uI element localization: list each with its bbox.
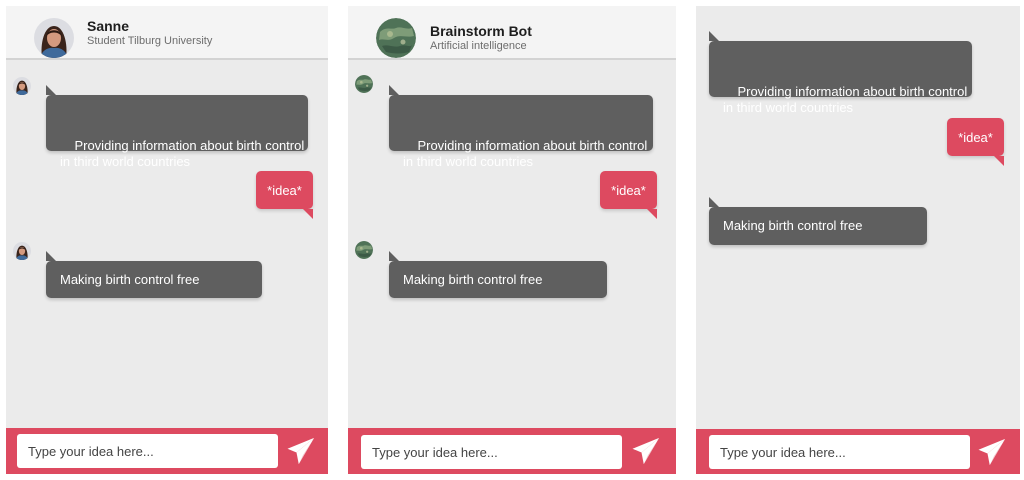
message-text: Providing information about birth control in third world countries: [723, 84, 968, 115]
bubble-tail: [46, 251, 56, 261]
earth-globe-icon: [376, 18, 416, 58]
message-avatar: [13, 77, 31, 95]
header-subtitle: Student Tilburg University: [87, 35, 213, 47]
idea-reply-text: *idea*: [958, 129, 993, 145]
bubble-tail: [303, 209, 313, 219]
idea-reply-bubble: [256, 171, 313, 209]
idea-input[interactable]: [17, 434, 278, 468]
user-photo-icon: [13, 77, 31, 95]
message-bubble: [389, 261, 607, 298]
idea-reply-bubble: [947, 118, 1004, 156]
message-text: Making birth control free: [60, 272, 200, 287]
message-text: Making birth control free: [723, 218, 863, 233]
bubble-tail: [389, 85, 399, 95]
idea-reply-text: *idea*: [267, 182, 302, 198]
chat-header: [348, 6, 676, 60]
header-subtitle: Artificial intelligence: [430, 40, 527, 52]
message-text: Providing information about birth control in third world countries: [403, 138, 648, 169]
idea-reply-bubble: [600, 171, 657, 209]
message-composer: [6, 428, 328, 474]
chat-panel-plain: [696, 6, 1020, 474]
message-avatar: [355, 241, 373, 259]
message-avatar: [355, 75, 373, 93]
idea-input[interactable]: [709, 435, 970, 469]
message-composer: [696, 429, 1020, 474]
chat-panel-bot: [348, 6, 676, 474]
message-bubble: [709, 41, 972, 115]
message-bubble: [389, 95, 653, 169]
earth-globe-icon: [355, 75, 373, 93]
message-bubble: [709, 207, 927, 245]
chat-panel-sanne: [6, 6, 328, 474]
bubble-tail: [46, 85, 56, 95]
message-bubble: [46, 261, 262, 298]
bubble-tail: [709, 31, 719, 41]
user-photo-icon: [34, 18, 74, 58]
idea-reply-text: *idea*: [611, 182, 646, 198]
user-photo-icon: [13, 242, 31, 260]
send-icon[interactable]: [286, 436, 316, 466]
message-avatar: [13, 242, 31, 260]
message-text: Providing information about birth control in third world countries: [60, 138, 305, 169]
header-name: Brainstorm Bot: [430, 23, 532, 39]
header-name: Sanne: [87, 18, 130, 34]
send-icon[interactable]: [631, 436, 661, 466]
send-icon[interactable]: [977, 437, 1007, 467]
chat-header: [6, 6, 328, 60]
message-text: Making birth control free: [403, 272, 543, 287]
message-composer: [348, 428, 676, 474]
bubble-tail: [994, 156, 1004, 166]
bubble-tail: [389, 251, 399, 261]
idea-input[interactable]: [361, 435, 622, 469]
earth-globe-icon: [355, 241, 373, 259]
bubble-tail: [709, 197, 719, 207]
bot-avatar: [376, 18, 416, 58]
bubble-tail: [647, 209, 657, 219]
message-bubble: [46, 95, 308, 169]
user-avatar: [34, 18, 74, 58]
